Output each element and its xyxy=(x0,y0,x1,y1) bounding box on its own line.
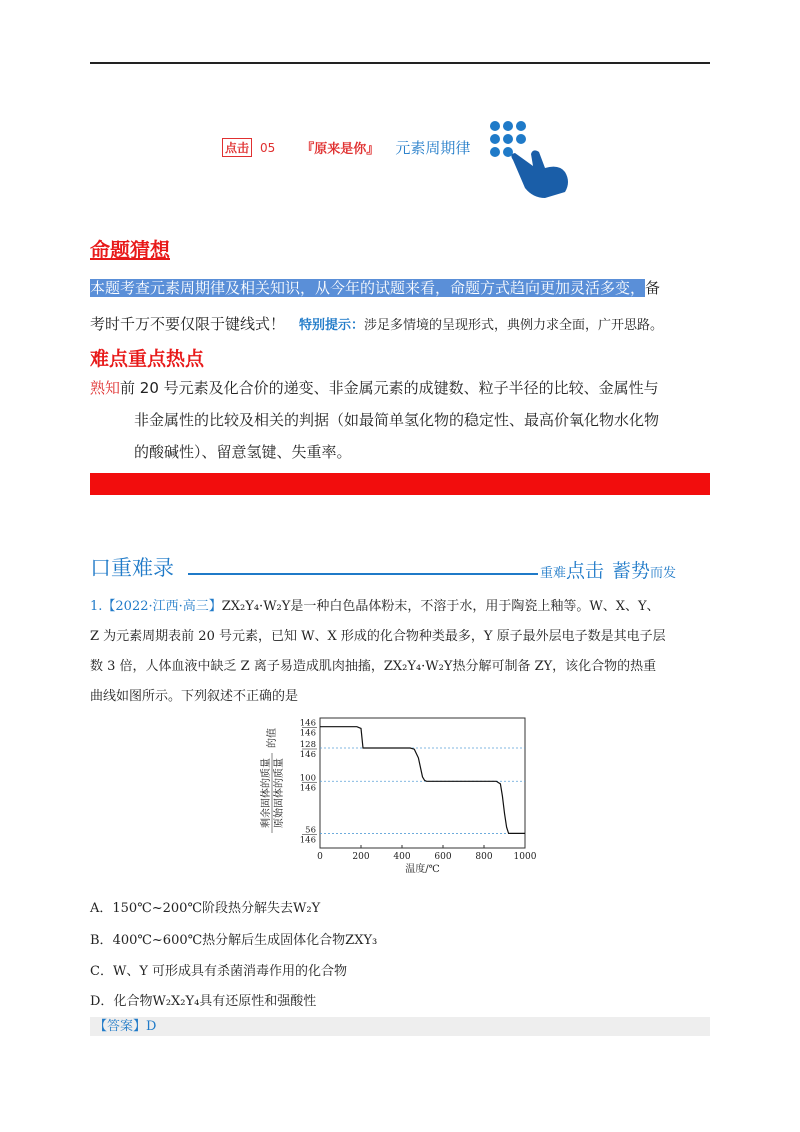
plot-frame xyxy=(320,718,525,848)
y-tick-denominator: 146 xyxy=(299,749,316,760)
banner-title: 元素周期律 xyxy=(395,139,471,157)
x-tick-label: 600 xyxy=(434,852,452,862)
option-b-formula: ZXY₃ xyxy=(345,933,378,948)
option-d xyxy=(90,990,316,1009)
banner-number: 05 xyxy=(260,140,276,155)
option-b-text: 400℃~600℃热分解后生成固体化合物 xyxy=(112,933,346,948)
option-a-text: 150℃~200℃阶段热分解失去 xyxy=(112,901,293,916)
key-line2: 非金属性的比较及相关的判据（如最简单氢化物的稳定性、最高价氧化物水化物 xyxy=(134,411,660,429)
top-rule xyxy=(90,62,710,64)
question-line4: 曲线如图所示。下列叙述不正确的是 xyxy=(90,689,299,704)
heading-nandian: 难点重点热点 xyxy=(90,348,205,370)
question-line2: Z 为元素周期表前 20 号元素，已知 W、X 形成的化合物种类最多，Y 原子最外层电子数是其电子层 xyxy=(90,629,666,644)
banner-bracket: 『原来是你』 xyxy=(301,142,380,157)
option-b xyxy=(90,929,377,948)
question-source: 【2022·江西·高三】 xyxy=(102,599,222,614)
answer-label: 【答案】 xyxy=(94,1019,147,1034)
key-points xyxy=(90,372,710,468)
x-tick-label: 800 xyxy=(475,852,493,862)
banner-tag: 点击 xyxy=(222,138,252,157)
section-underline xyxy=(188,573,538,575)
option-c-label: C． xyxy=(90,964,113,979)
option-d-text2: 具有还原性和强酸性 xyxy=(199,994,317,1009)
question-formula: ZX₂Y₄·W₂Y xyxy=(221,599,291,614)
tagline-big2: 蓄势 xyxy=(612,560,651,582)
tagline-small1: 重难 xyxy=(540,566,567,581)
question-formula2: ZX₂Y₄·W₂Y xyxy=(383,659,453,674)
key-prefix: 熟知 xyxy=(90,379,121,397)
x-tick-label: 1000 xyxy=(513,852,537,862)
x-tick-label: 400 xyxy=(393,852,411,862)
option-a-label: A． xyxy=(90,901,113,916)
key-line3: 的酸碱性）、留意氢键、失重率。 xyxy=(134,443,352,461)
y-axis-label xyxy=(259,728,285,833)
section-tagline xyxy=(540,556,676,583)
question-line3b: 热分解可制备 ZY，该化合物的热重 xyxy=(452,659,657,674)
option-b-label: B． xyxy=(90,933,113,948)
option-d-formula: W₂X₂Y₄ xyxy=(152,994,200,1009)
y-tick-numerator: 146 xyxy=(299,718,316,729)
y-tick-denominator: 146 xyxy=(299,835,316,846)
y-label-numerator: 剩余固体的质量 xyxy=(261,758,272,828)
option-d-label: D． xyxy=(90,994,114,1009)
intro-tail: 备 xyxy=(645,279,661,297)
question-number: 1. xyxy=(90,599,103,614)
tagline-small2: 而发 xyxy=(650,566,677,581)
question-line3a: 数 3 倍，人体血液中缺乏 Z 离子易造成肌肉抽搐， xyxy=(90,659,384,674)
pointer-hand-icon xyxy=(485,120,575,204)
section-title: 口重难录 xyxy=(90,556,174,580)
answer-value: D xyxy=(146,1019,157,1034)
red-divider xyxy=(90,473,710,495)
tip-label: 特别提示： xyxy=(299,318,365,333)
tip-text: 涉足多情境的呈现形式，典例力求全面，广开思路。 xyxy=(364,318,664,333)
key-line1: 前 20 号元素及化合价的递变、非金属元素的成键数、粒子半径的比较、金属性与 xyxy=(120,379,659,397)
highlighted-text: 本题考查元素周期律及相关知识，从今年的试题来看，命题方式趋向更加灵活多变， xyxy=(90,279,646,297)
heading-mingti: 命题猜想 xyxy=(90,238,170,262)
question-text xyxy=(90,592,715,712)
banner xyxy=(222,137,470,158)
question-line1: 是一种白色晶体粉末，不溶于水，用于陶瓷上釉等。W、X、Y、 xyxy=(290,599,660,614)
answer-bar xyxy=(90,1017,710,1036)
option-a-formula: W₂Y xyxy=(293,901,321,916)
option-c xyxy=(90,960,347,979)
tga-chart xyxy=(255,710,545,890)
y-tick-denominator: 146 xyxy=(299,728,316,739)
x-axis-label: 温度/℃ xyxy=(405,864,440,875)
x-tick-label: 0 xyxy=(317,852,323,862)
option-d-text: 化合物 xyxy=(113,994,153,1009)
y-label-denominator: 原始固体的质量 xyxy=(274,758,285,828)
x-tick-label: 200 xyxy=(352,852,370,862)
option-a xyxy=(90,897,320,916)
y-label-suffix: 的值 xyxy=(267,728,278,748)
y-tick-numerator: 128 xyxy=(299,739,316,750)
y-tick-numerator: 100 xyxy=(299,773,316,784)
y-tick-numerator: 56 xyxy=(305,825,316,836)
intro-line2: 考时千万不要仅限于键线式！ xyxy=(90,315,286,333)
intro-paragraph xyxy=(90,272,715,342)
tagline-big1: 点击 xyxy=(566,560,605,582)
tga-curve xyxy=(320,727,525,834)
y-tick-denominator: 146 xyxy=(299,783,316,794)
option-c-text: W、Y 可形成具有杀菌消毒作用的化合物 xyxy=(112,964,348,979)
